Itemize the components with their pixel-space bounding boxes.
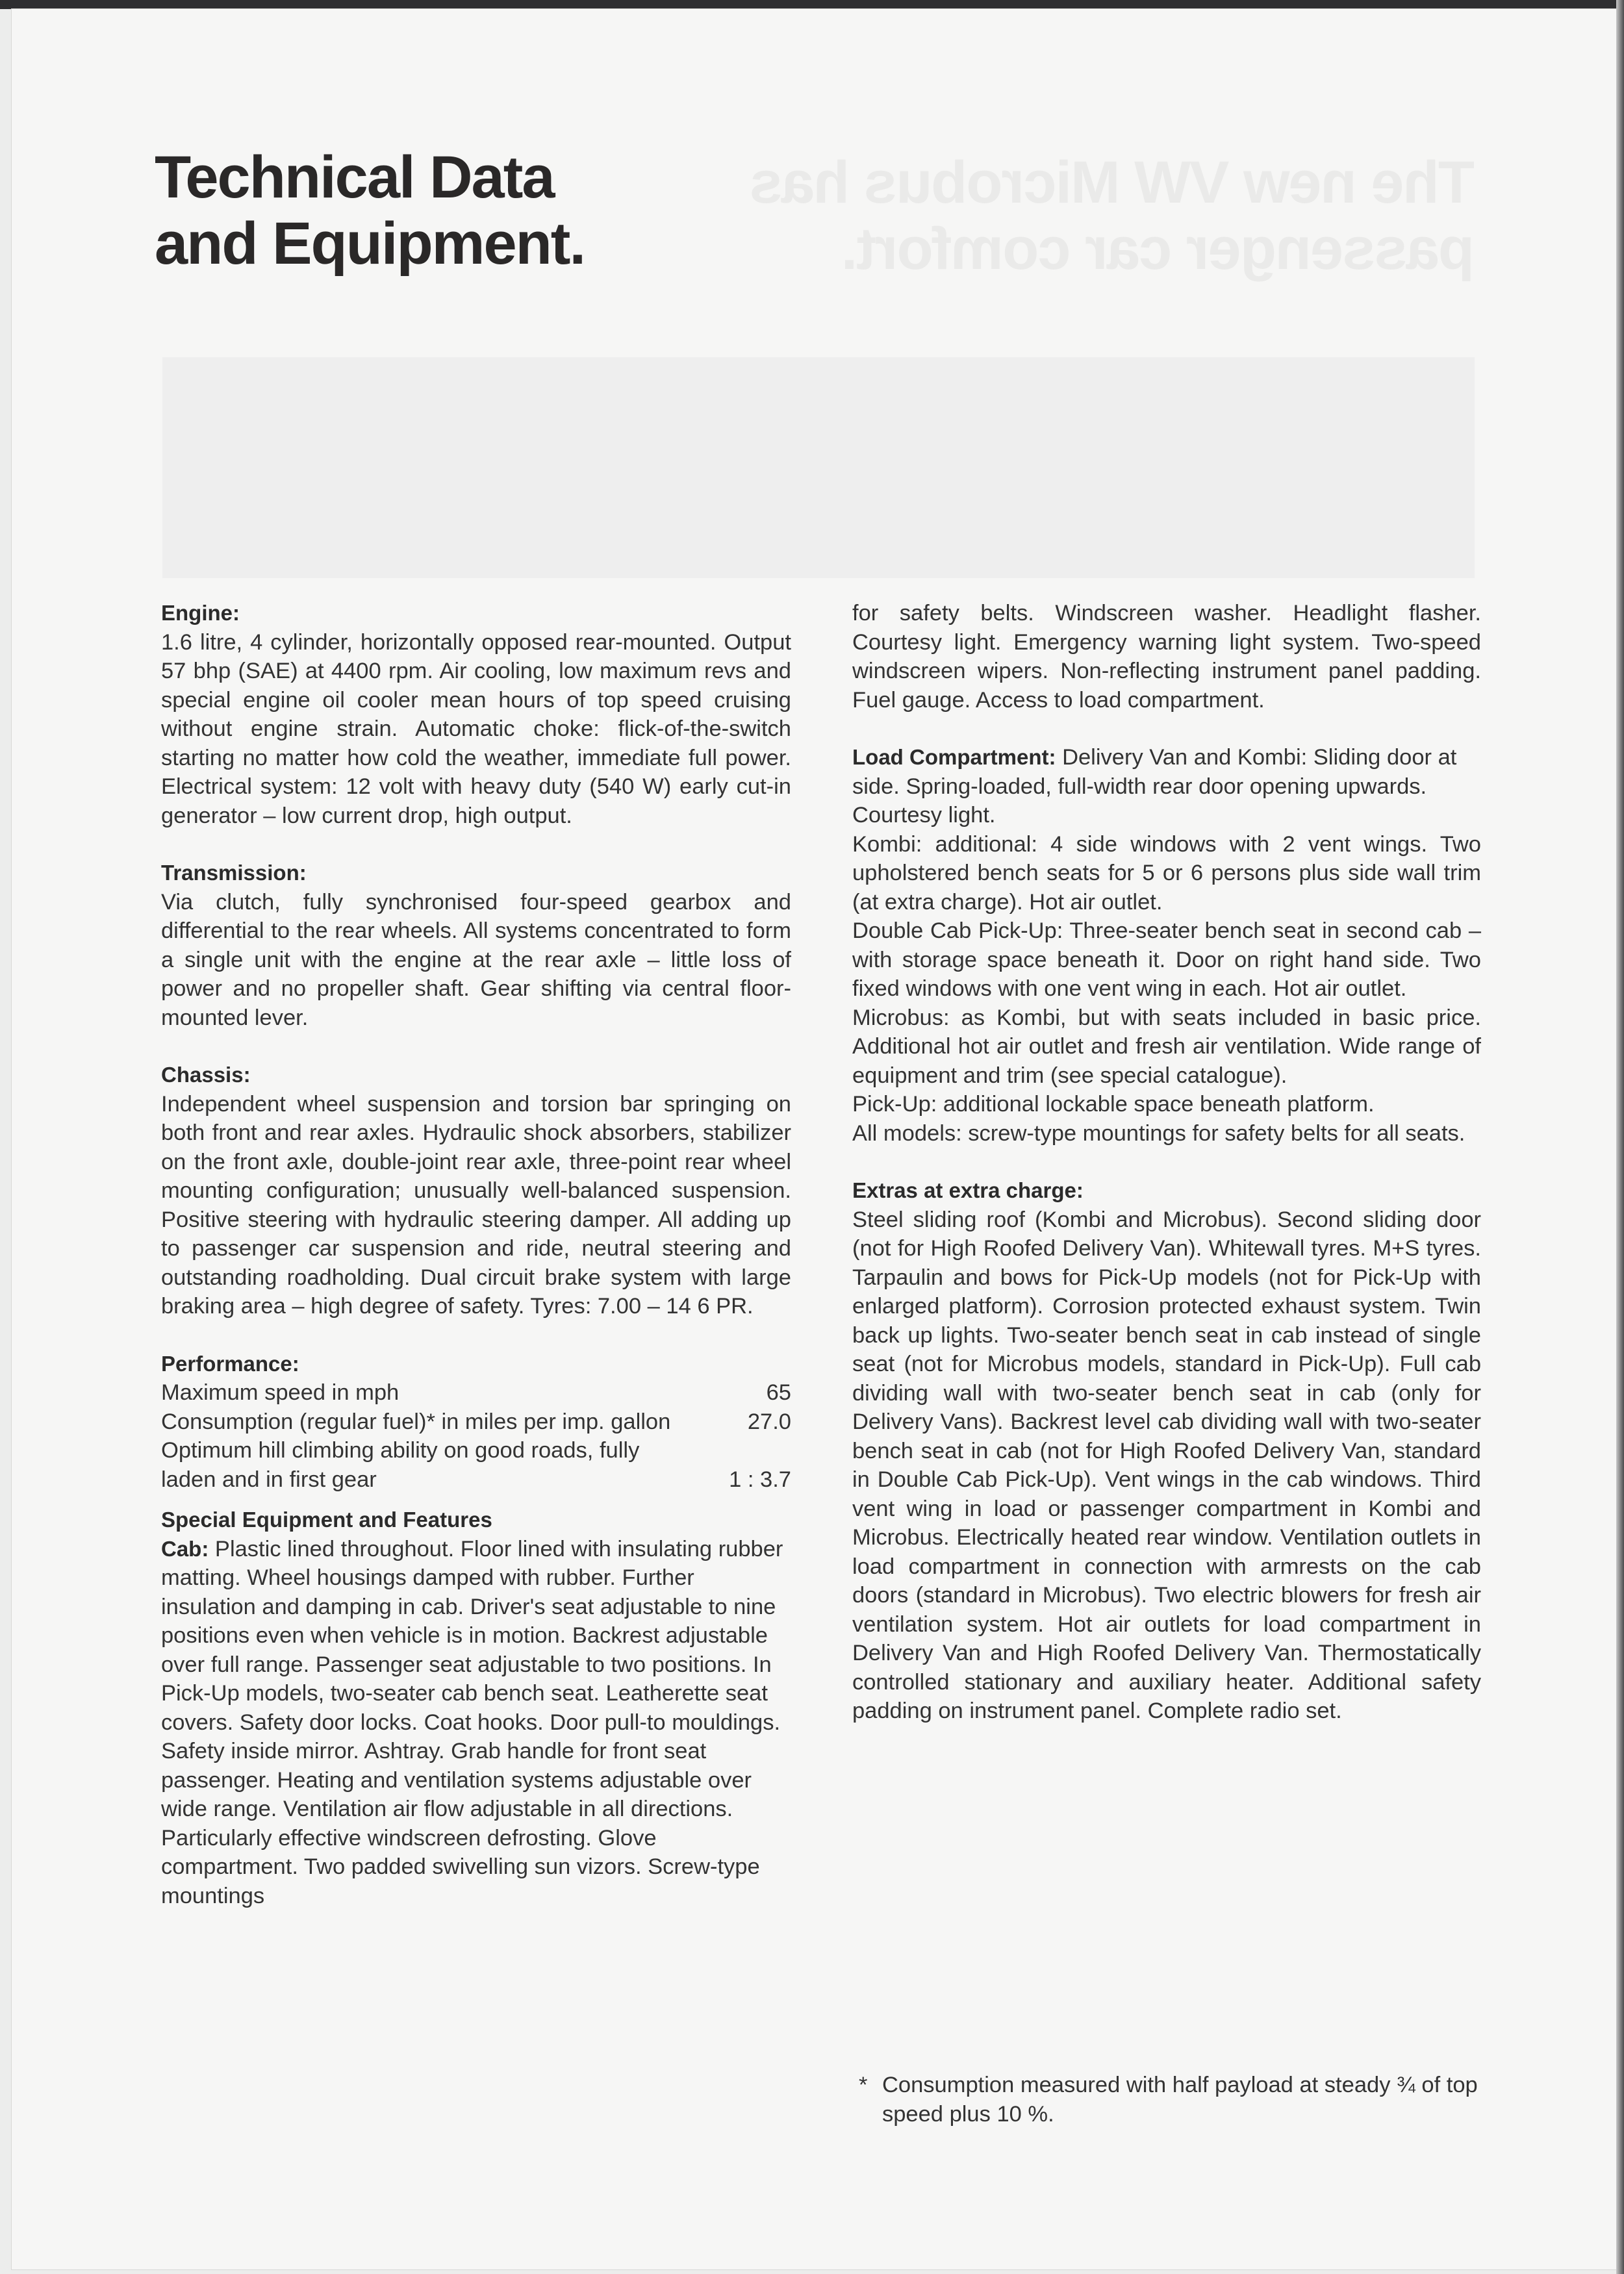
performance-value: 27.0 — [747, 1409, 791, 1434]
scan-right-edge — [1616, 0, 1624, 2274]
performance-row — [161, 1378, 791, 1408]
continued-text: for safety belts. Windscreen washer. Headlight flasher. Courtesy light. Emergency warning light system. Two-speed windscreen wipers. Non-reflecting instrument panel padding. Fuel gauge. Access to load compartment. — [852, 601, 1481, 713]
cab-text: Plastic lined throughout. Floor lined with insulating rubber matting. Wheel housings damped with rubber. Further insulation and damping in cab. Driver's seat adjustable to nine positions even when vehicle is in motion. Backrest adjustable over full range. Passenger seat adjustable to two positions. In Pick-Up models, two-seater cab bench seat. Leatherette seat covers. Safety door locks. Coat hooks. Door pull-to mouldings. Safety inside mirror. Ashtray. Grab handle for front seat passenger. Heating and ventilation systems adjustable over wide range. Ventilation air flow adjustable in all directions. Particularly effective windscreen defrosting. Glove compartment. Two padded swivelling sun vizors. Screw-type mountings — [161, 1536, 783, 1908]
load-text: Delivery Van and Kombi: Sliding door at side. Spring-loaded, full-width rear door opening upwards. Courtesy light. — [852, 745, 1457, 827]
performance-section — [161, 1350, 791, 1495]
cab-label: Cab: — [161, 1536, 209, 1561]
chassis-section — [161, 1061, 791, 1321]
special-equipment-heading: Special Equipment and Features — [161, 1508, 492, 1532]
show-through-photo — [162, 357, 1475, 578]
right-column — [852, 599, 1481, 1754]
transmission-text: Via clutch, fully synchronised four-speed gearbox and differential to the rear wheels. All systems concentrated to form a single unit with the engine at the rear axle – little loss of power and no propeller shaft. Gear shifting via central floor-mounted lever. — [161, 889, 791, 1030]
performance-label: Maximum speed in mph — [161, 1380, 400, 1405]
footnote-marker: * — [859, 2073, 868, 2097]
transmission-section — [161, 859, 791, 1032]
performance-row — [161, 1436, 791, 1494]
title-line-2: and Equipment. — [155, 210, 585, 277]
show-through-heading: The new VW Microbus has passenger car comfort. — [750, 149, 1475, 282]
extras-section — [852, 1176, 1481, 1726]
engine-section — [161, 599, 791, 830]
performance-heading: Performance: — [161, 1351, 299, 1376]
engine-heading: Engine: — [161, 601, 240, 625]
left-column — [161, 599, 791, 1939]
page-title — [155, 144, 585, 277]
performance-label: Optimum hill climbing ability on good roads, fully laden and in first gear — [161, 1438, 640, 1492]
special-equipment-section — [161, 1506, 791, 1910]
footnote-text: Consumption measured with half payload at steady ¾ of top speed plus 10 %. — [882, 2073, 1478, 2127]
transmission-heading: Transmission: — [161, 861, 307, 885]
load-paragraph: Pick-Up: additional lockable space beneath platform. — [852, 1092, 1375, 1117]
performance-value: 65 — [766, 1380, 791, 1405]
engine-text: 1.6 litre, 4 cylinder, horizontally opposed rear-mounted. Output 57 bhp (SAE) at 4400 rpm. Air cooling, low maximum revs and special engine oil cooler mean hours of top speed cruising without engine strain. Automatic choke: flick-of-the-switch starting no matter how cold the weather, immediate full power. Electrical system: 12 volt with heavy duty (540 W) early cut-in generator – low current drop, high output. — [161, 629, 791, 828]
performance-value: 1 : 3.7 — [729, 1467, 791, 1492]
load-paragraph: Double Cab Pick-Up: Three-seater bench seat in second cab – with storage space beneath it. Door on right hand side. Two fixed windows with one vent wing in each. Hot air outlet. — [852, 918, 1481, 1001]
chassis-heading: Chassis: — [161, 1063, 251, 1087]
performance-label: Consumption (regular fuel)* in miles per imp. gallon — [161, 1409, 671, 1434]
load-compartment-heading: Load Compartment: — [852, 745, 1056, 769]
scan-top-edge — [0, 0, 1624, 9]
title-line-1: Technical Data — [155, 144, 554, 210]
extras-heading: Extras at extra charge: — [852, 1178, 1084, 1202]
extras-text: Steel sliding roof (Kombi and Microbus). Second sliding door (not for High Roofed Delivery Van). Whitewall tyres. M+S tyres. Tarpaulin and bows for Pick-Up models (not for Pick-Up with enlarged platform). Corrosion protected exhaust system. Twin back up lights. Two-seater bench seat in cab instead of single seat (not for Microbus models, standard in Pick-Up). Full cab dividing wall with two-seater bench seat in cab (only for Delivery Vans). Backrest level cab dividing wall with two-seater bench seat in cab (not for High Roofed Delivery Van, standard in Double Cab Pick-Up). Vent wings in the cab windows. Third vent wing in load or passenger compartment in Kombi and Microbus. Electrically heated rear window. Ventilation outlets in load compartment in connection with armrests on the cab doors (standard in Microbus). Two electric blowers for fresh air ventilation system. Hot air outlets for load compartment in Delivery Van and High Roofed Delivery Van. Thermostatically controlled stationary and auxiliary heater. Additional safety padding on instrument panel. Complete radio set. — [852, 1207, 1481, 1723]
continued-section — [852, 599, 1481, 714]
load-paragraph: Kombi: additional: 4 side windows with 2 vent wings. Two upholstered bench seats for 5 or 6 persons plus side wall trim (at extra charge). Hot air outlet. — [852, 831, 1481, 915]
load-paragraph: Microbus: as Kombi, but with seats included in basic price. Additional hot air outlet and fresh air ventilation. Wide range of equipment and trim (see special catalogue). — [852, 1005, 1481, 1088]
footnote — [859, 2071, 1482, 2129]
load-compartment-section — [852, 743, 1481, 1148]
chassis-text: Independent wheel suspension and torsion bar springing on both front and rear axles. Hydraulic shock absorbers, stabilizer on the front axle, double-joint rear axle, three-point rear wheel mounting configuration; unusually well-balanced suspension. Positive steering with hydraulic steering damper. All adding up to passenger car suspension and ride, neutral steering and outstanding roadholding. Dual circuit brake system with large braking area – high degree of safety. Tyres: 7.00 – 14 6 PR. — [161, 1091, 791, 1319]
performance-row — [161, 1408, 791, 1437]
load-paragraph: All models: screw-type mountings for safety belts for all seats. — [852, 1120, 1465, 1146]
